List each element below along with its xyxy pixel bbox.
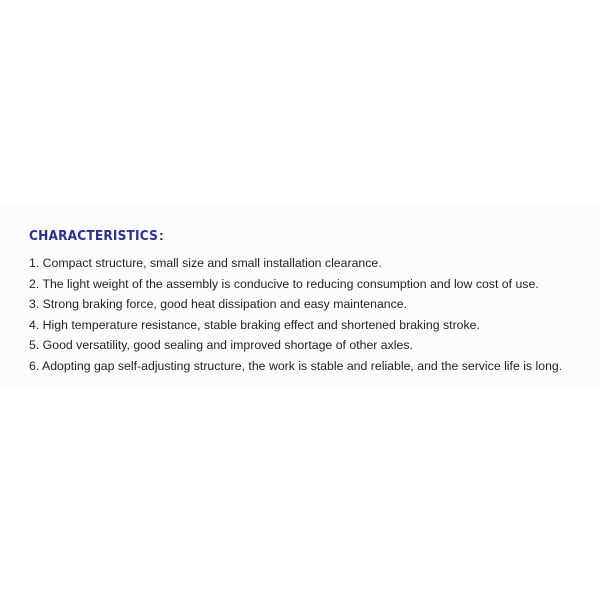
list-item: 1. Compact structure, small size and small installation clearance.	[29, 256, 382, 270]
list-item: 4. High temperature resistance, stable braking effect and shortened braking stroke.	[29, 317, 480, 332]
list-item: 3. Strong braking force, good heat dissipation and easy maintenance.	[29, 297, 408, 312]
panel-inner	[29, 228, 582, 377]
section-heading-colon: :	[159, 228, 164, 243]
section-heading-row	[29, 228, 582, 244]
characteristics-list	[29, 253, 582, 377]
characteristics-panel	[0, 206, 600, 389]
section-heading: CHARACTERISTICS	[29, 228, 159, 244]
list-item: 2. The light weight of the assembly is conducive to reducing consumption and low cost of use.	[29, 276, 539, 291]
list-item: 6. Adopting gap self-adjusting structure, the work is stable and reliable, and the service life is long.	[29, 358, 563, 373]
list-item: 5. Good versatility, good sealing and improved shortage of other axles.	[29, 338, 413, 353]
